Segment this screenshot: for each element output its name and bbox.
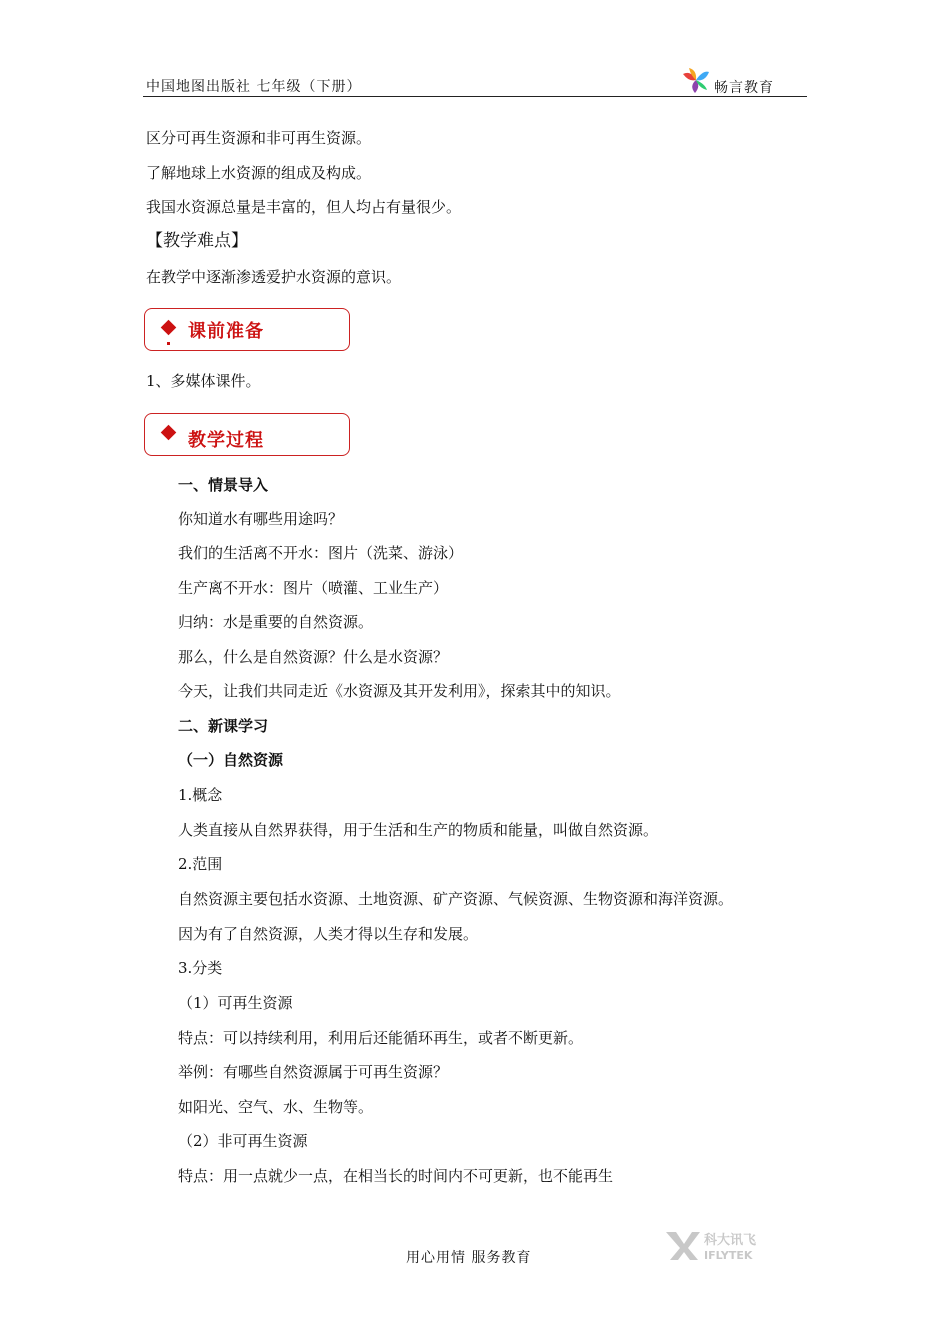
subheading: （一）自然资源: [178, 751, 284, 769]
intro-line: 了解地球上水资源的组成及构成。: [146, 164, 372, 182]
body-line: 你知道水有哪些用途吗？: [178, 510, 344, 528]
decorative-mark: [167, 342, 170, 345]
difficulty-text: 在教学中逐渐渗透爱护水资源的意识。: [146, 268, 402, 286]
diamond-bullet-icon: [161, 320, 177, 336]
body-line: 自然资源主要包括水资源、土地资源、矿产资源、气候资源、生物资源和海洋资源。: [178, 890, 734, 908]
section-title: 教学过程: [188, 430, 264, 451]
header-brand: 畅言教育: [714, 80, 774, 96]
body-line: 举例：有哪些自然资源属于可再生资源？: [178, 1063, 449, 1081]
body-line: 1.概念: [178, 786, 223, 804]
body-line: 人类直接从自然界获得，用于生活和生产的物质和能量，叫做自然资源。: [178, 821, 659, 839]
intro-line: 我国水资源总量是丰富的，但人均占有量很少。: [146, 198, 462, 216]
header-publisher: 中国地图出版社 七年级（下册）: [146, 79, 362, 95]
body-line: 特点：可以持续利用，利用后还能循环再生，或者不断更新。: [178, 1029, 584, 1047]
body-line: 2.范围: [178, 855, 223, 873]
body-line: 我们的生活离不开水：图片（洗菜、游泳）: [178, 544, 464, 562]
header-divider: [143, 96, 807, 97]
iflytek-logo-icon: [662, 1226, 772, 1264]
body-line: 今天，让我们共同走近《水资源及其开发利用》，探索其中的知识。: [178, 682, 621, 700]
difficulty-heading: 【教学难点】: [146, 231, 248, 251]
body-line: 生产离不开水：图片（喷灌、工业生产）: [178, 579, 449, 597]
body-line: （1）可再生资源: [178, 994, 293, 1012]
body-line: 归纳：水是重要的自然资源。: [178, 613, 374, 631]
subheading: 二、新课学习: [178, 717, 269, 735]
body-line: 特点：用一点就少一点，在相当长的时间内不可更新，也不能再生: [178, 1167, 614, 1185]
diamond-bullet-icon: [161, 425, 177, 441]
changyan-logo-icon: [681, 66, 711, 94]
body-line: 因为有了自然资源，人类才得以生存和发展。: [178, 925, 479, 943]
body-line: 3.分类: [178, 959, 223, 977]
subheading: 一、情景导入: [178, 476, 269, 494]
prep-item: 1、多媒体课件。: [146, 372, 261, 390]
footer-motto: 用心用情 服务教育: [406, 1250, 532, 1266]
svg-text:IFLYTEK: IFLYTEK: [704, 1249, 753, 1262]
intro-line: 区分可再生资源和非可再生资源。: [146, 129, 372, 147]
svg-text:科大讯飞: 科大讯飞: [704, 1233, 757, 1248]
body-line: 如阳光、空气、水、生物等。: [178, 1098, 374, 1116]
section-header-process: [144, 413, 350, 456]
body-line: （2）非可再生资源: [178, 1132, 308, 1150]
section-title: 课前准备: [188, 321, 264, 342]
body-line: 那么，什么是自然资源？什么是水资源？: [178, 648, 449, 666]
section-header-prep: [144, 308, 350, 351]
